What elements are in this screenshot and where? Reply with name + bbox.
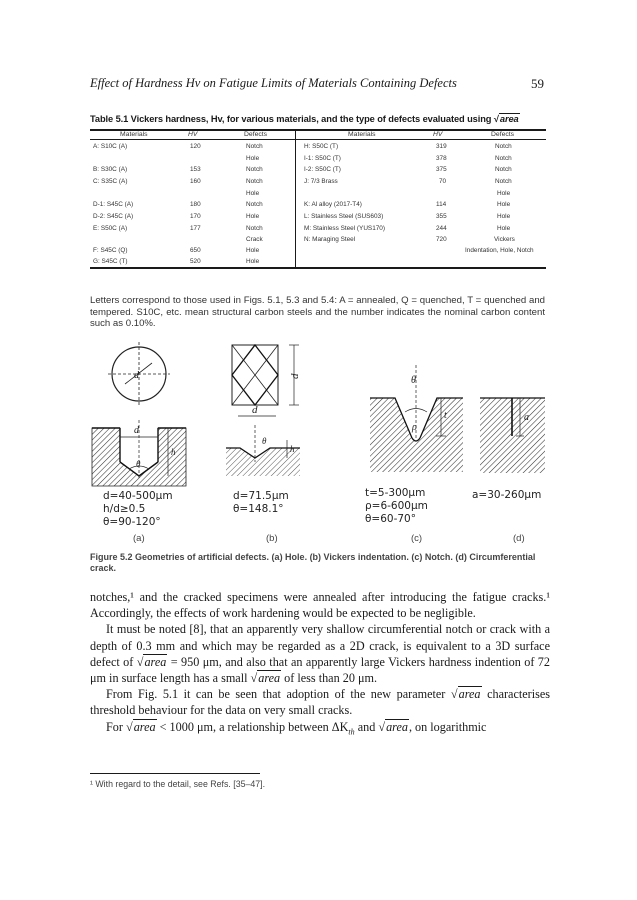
table-cell: 355 xyxy=(436,213,447,220)
table-cell: Hole xyxy=(246,155,260,162)
paragraph-4-part-c: and xyxy=(357,719,376,734)
table-cell: H: S50C (T) xyxy=(304,143,339,150)
table-cell: B: S30C (A) xyxy=(93,166,128,173)
body-text xyxy=(90,589,550,740)
col-header-materials-right: Materials xyxy=(348,131,376,138)
table-cell: G: S45C (T) xyxy=(93,258,128,265)
table-note: Letters correspond to those used in Figs. 5.1, 5.3 and 5.4: A = annealed, Q = quenched, T = quenched and tempered. S10C, etc. mean structural carbon steels and the number indicates the nominal carbon content such as 0.10%. xyxy=(90,295,545,329)
notch-cross-section xyxy=(370,398,463,472)
panel-c-symbol-theta: θ xyxy=(411,375,416,386)
delta-k-subscript: th xyxy=(348,727,355,737)
panel-b-vickers-diagram xyxy=(226,345,300,476)
table-cell: Hole xyxy=(246,213,260,220)
table-cell: Notch xyxy=(495,143,512,150)
sqrt-area: area xyxy=(133,719,156,734)
panel-a-letter: (a) xyxy=(133,533,145,544)
paragraph-4-part-b: < 1000 μm, a relationship between ΔK xyxy=(159,719,349,734)
footnote-rule xyxy=(90,773,260,774)
sqrt-area: area xyxy=(458,687,481,702)
table-cell: 160 xyxy=(190,178,201,185)
table-cell: 170 xyxy=(190,213,201,220)
panel-a-param: d=40-500μm xyxy=(103,490,173,502)
panel-a-param: θ=90-120° xyxy=(103,516,161,528)
paragraph-2-part-b: = 950 μm, and also that an apparently large Vickers hardness indention of 72 μm in surface length has a small xyxy=(90,654,550,686)
panel-a-symbol-theta: θ xyxy=(136,459,141,469)
panel-b-symbol-d: d xyxy=(252,404,258,416)
panel-d-symbol-a: a xyxy=(524,412,529,423)
panel-b-symbol-d-vertical: d xyxy=(289,373,301,379)
panel-b-param: θ=148.1° xyxy=(233,503,284,515)
table-cell: Notch xyxy=(495,178,512,185)
table-cell: 720 xyxy=(436,236,447,243)
panel-c-param: ρ=6-600μm xyxy=(365,500,428,512)
table-caption-text: Table 5.1 Vickers hardness, Hv, for various materials, and the type of defects evaluated using xyxy=(90,114,492,124)
table-cell: Notch xyxy=(246,178,263,185)
table-caption: Table 5.1 Vickers hardness, Hv, for various materials, and the type of defects evaluated using √area xyxy=(90,114,519,124)
panel-d-parameters xyxy=(472,489,541,502)
panel-a-symbol-d: d xyxy=(134,370,139,381)
table-cell: 244 xyxy=(436,225,447,232)
table-cell: Indentation, Hole, Notch xyxy=(465,247,534,254)
col-header-hv-right: HV xyxy=(433,131,443,138)
sqrt-area: area xyxy=(258,671,281,686)
panel-c-symbol-rho: ρ xyxy=(412,422,417,433)
panel-c-parameters xyxy=(365,487,428,526)
table-cell: E: S50C (A) xyxy=(93,225,128,232)
table-cell: J: 7/3 Brass xyxy=(304,178,338,185)
table-cell: 120 xyxy=(190,143,201,150)
paragraph-2: It must be noted [8], that an apparently very shallow circumferential notch or crack with a depth of 0.3 mm and which may be regarded as a 2D crack, is equivalent to a 3D surface defect of √area = 950 μm, and also that an apparently large Vickers hardness indention of 72 μm in surface length has a small √area of less than 20 μm. xyxy=(90,622,550,686)
table-cell: D-2: S45C (A) xyxy=(93,213,134,220)
table-cell: 153 xyxy=(190,166,201,173)
table-cell: 319 xyxy=(436,143,447,150)
table-cell: Hole xyxy=(497,190,511,197)
table-cell: Vickers xyxy=(494,236,515,243)
panel-c-param: θ=60-70° xyxy=(365,513,416,525)
sqrt-area: area xyxy=(386,719,408,734)
paragraph-3-part-a: From Fig. 5.1 it can be seen that adoption of the new parameter xyxy=(106,687,446,702)
table-cell: 114 xyxy=(436,201,447,208)
panel-c-notch-diagram xyxy=(370,365,463,472)
sqrt-area: area xyxy=(144,654,167,669)
table-cell: 180 xyxy=(190,201,201,208)
table-cell: I-2: S50C (T) xyxy=(304,166,341,173)
table-cell: Hole xyxy=(246,190,260,197)
running-header-title: Effect of Hardness Hv on Fatigue Limits of Materials Containing Defects xyxy=(90,76,457,90)
table-cell: Hole xyxy=(497,213,511,220)
table-cell: L: Stainless Steel (SUS603) xyxy=(304,213,384,220)
table-cell: I-1: S50C (T) xyxy=(304,155,341,162)
paragraph-4-part-a: For xyxy=(106,719,123,734)
figure-caption: Figure 5.2 Geometries of artificial defects. (a) Hole. (b) Vickers indentation. (c) Notch. (d) Circumferential crack. xyxy=(90,552,536,573)
table-cell: Notch xyxy=(246,201,263,208)
table-caption-sqrt: area xyxy=(499,114,519,124)
paragraph-4: For √area < 1000 μm, a relationship between $\Delta K_{th}$ and √area, on logarithmic xyxy=(106,719,487,737)
panel-c-symbol-t: t xyxy=(444,410,447,421)
paragraph-3-part-b: characterises threshold behaviour for the data on very small cracks. xyxy=(90,687,551,718)
paragraph-2-part-c: of less than 20 μm. xyxy=(284,671,378,686)
table-cell: Notch xyxy=(495,166,512,173)
table-cell: 520 xyxy=(190,258,201,265)
panel-d-param: a=30-260μm xyxy=(472,489,542,501)
panel-b-symbol-theta: θ xyxy=(262,436,267,446)
panel-b-parameters xyxy=(233,490,289,516)
col-header-materials-left: Materials xyxy=(120,131,148,138)
table-cell: 650 xyxy=(190,247,201,254)
panel-d-letter: (d) xyxy=(513,533,525,544)
table-cell: F: S45C (Q) xyxy=(93,247,128,254)
table-cell: 378 xyxy=(436,155,447,162)
paragraph-1: notches,¹ and the cracked specimens were annealed after introducing the fatigue cracks.¹ Accordingly, the effects of work hardening would be expected to be negligible. xyxy=(90,590,550,621)
table-cell: Hole xyxy=(246,247,260,254)
table-cell: Notch xyxy=(246,143,263,150)
page-number: 59 xyxy=(531,76,544,91)
table-cell: A: S10C (A) xyxy=(93,143,128,150)
col-header-defects-left: Defects xyxy=(244,131,268,138)
panel-c-param: t=5-300μm xyxy=(365,487,426,499)
footnote: ¹ With regard to the detail, see Refs. [35–47]. xyxy=(90,779,266,789)
panel-c-letter: (c) xyxy=(411,533,423,544)
table-cell: C: S35C (A) xyxy=(93,178,128,185)
table-cell: 70 xyxy=(439,178,447,185)
table-cell: Notch xyxy=(246,225,263,232)
panel-a-param: h/d≥0.5 xyxy=(103,503,146,515)
col-header-hv-left: HV xyxy=(188,131,198,138)
panel-a-symbol-d-section: d xyxy=(134,425,139,436)
table-cell: 375 xyxy=(436,166,447,173)
table-cell: Hole xyxy=(497,201,511,208)
table-cell: Hole xyxy=(246,258,260,265)
table-cell: K: Al alloy (2017-T4) xyxy=(304,201,362,208)
panel-d-crack-diagram xyxy=(480,398,545,473)
table-cell: Notch xyxy=(246,166,263,173)
table-cell: M: Stainless Steel (YUS170) xyxy=(304,225,385,232)
paragraph-4-part-d: , on logarithmic xyxy=(408,719,487,734)
paragraph-2-part-a: It must be noted [8], that an apparently very shallow circumferential notch or crack with a depth of 0.3 mm and which may be regarded as a 2D crack, is equivalent to a 3D surface defect of xyxy=(90,622,550,669)
panel-a-symbol-h: h xyxy=(171,447,176,457)
col-header-defects-right: Defects xyxy=(491,131,515,138)
panel-b-letter: (b) xyxy=(266,533,278,544)
table-cell: 177 xyxy=(190,225,201,232)
table-cell: Notch xyxy=(495,155,512,162)
table-cell: Hole xyxy=(497,225,511,232)
table-cell: D-1: S45C (A) xyxy=(93,201,134,208)
panel-b-symbol-h: h xyxy=(290,444,295,454)
panel-b-param: d=71.5μm xyxy=(233,490,289,502)
panel-a-parameters xyxy=(103,490,173,529)
table-cell: N: Maraging Steel xyxy=(304,236,356,243)
paragraph-3: From Fig. 5.1 it can be seen that adoption of the new parameter √area characterises threshold behaviour for the data on very small cracks. xyxy=(90,687,551,718)
table-cell: Crack xyxy=(246,236,263,243)
